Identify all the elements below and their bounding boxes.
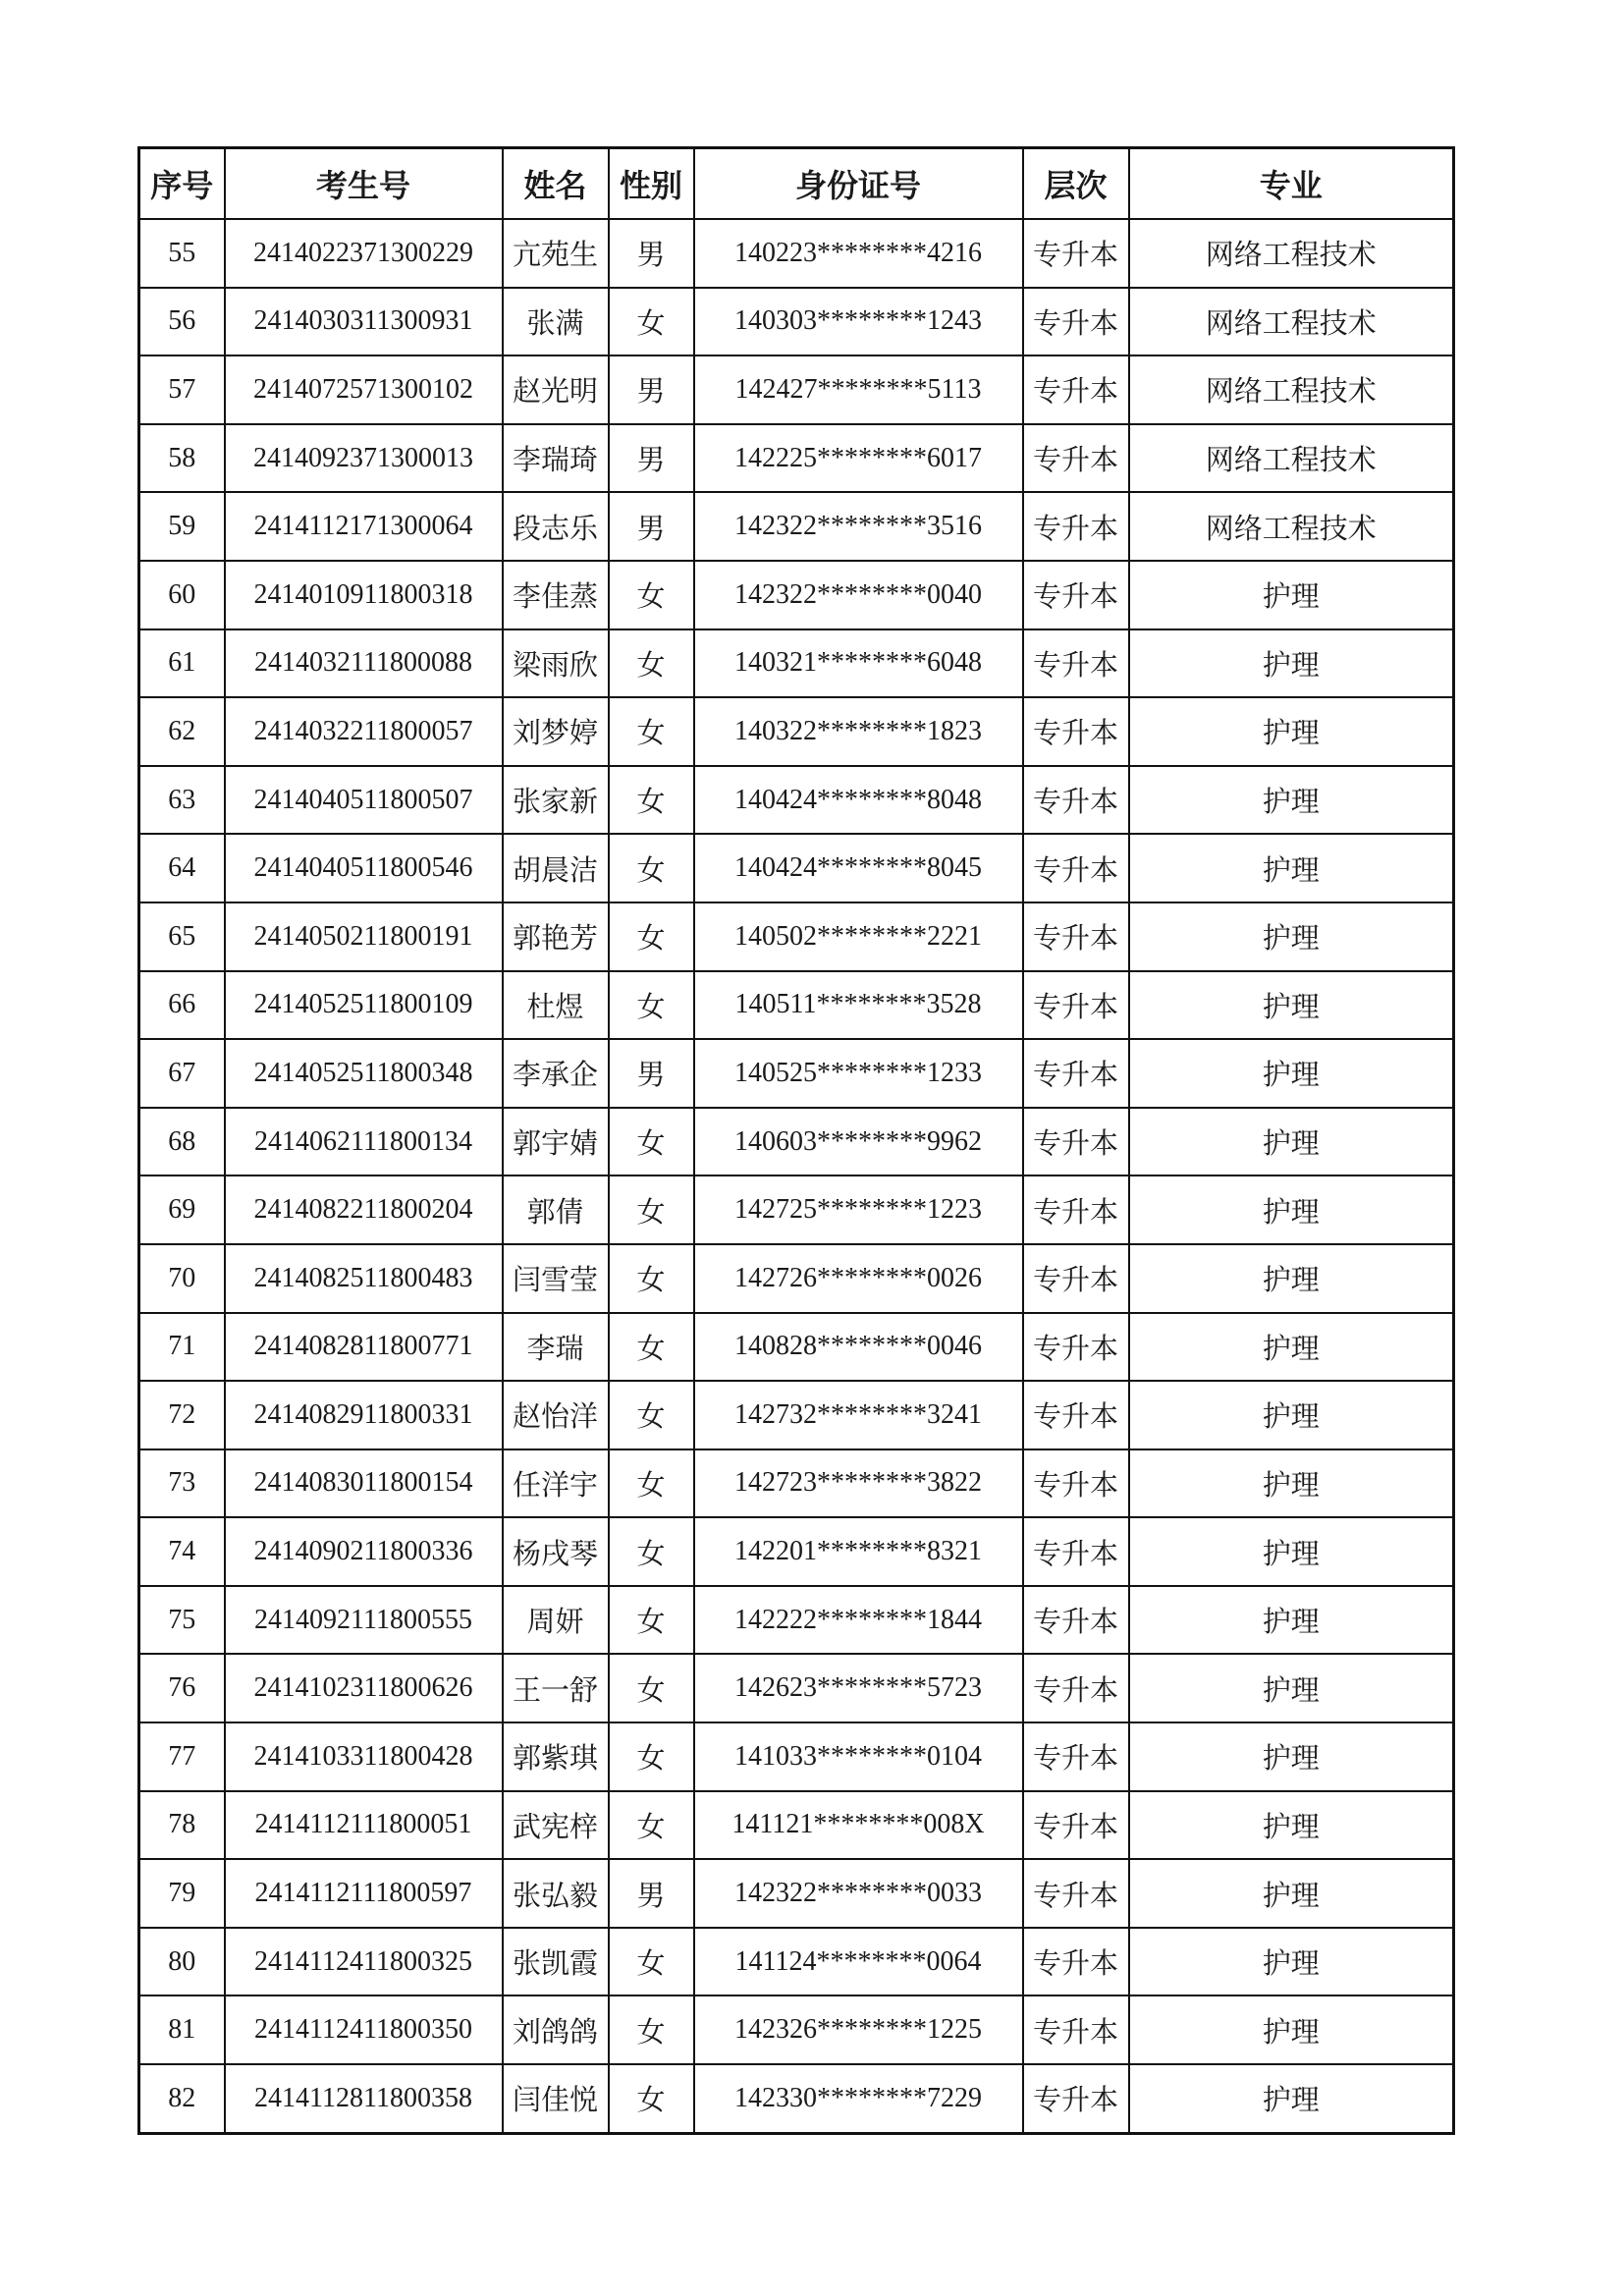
- cell-name: 梁雨欣: [503, 629, 609, 698]
- table-row: [139, 1517, 1454, 1586]
- cell-level: 专升本: [1023, 1381, 1129, 1449]
- cell-exam-number: 2414040511800507: [225, 766, 503, 835]
- cell-major: 网络工程技术: [1129, 492, 1454, 561]
- table-row: [139, 1381, 1454, 1449]
- cell-name: 赵光明: [503, 355, 609, 424]
- header-id-number: 身份证号: [694, 148, 1023, 220]
- cell-major: 护理: [1129, 561, 1454, 629]
- table-row: [139, 355, 1454, 424]
- cell-id-number: 142723********3822: [694, 1449, 1023, 1518]
- cell-exam-number: 2414032211800057: [225, 697, 503, 766]
- table-row: [139, 219, 1454, 288]
- cell-level: 专升本: [1023, 629, 1129, 698]
- cell-level: 专升本: [1023, 1175, 1129, 1244]
- table-row: [139, 1928, 1454, 1996]
- cell-exam-number: 2414112411800325: [225, 1928, 503, 1996]
- cell-index: 75: [139, 1586, 225, 1655]
- cell-level: 专升本: [1023, 1928, 1129, 1996]
- cell-level: 专升本: [1023, 697, 1129, 766]
- cell-level: 专升本: [1023, 219, 1129, 288]
- cell-id-number: 140502********2221: [694, 902, 1023, 971]
- cell-index: 76: [139, 1654, 225, 1722]
- cell-exam-number: 2414092371300013: [225, 424, 503, 493]
- cell-id-number: 141033********0104: [694, 1722, 1023, 1791]
- table-row: [139, 1722, 1454, 1791]
- cell-id-number: 142427********5113: [694, 355, 1023, 424]
- cell-exam-number: 2414082511800483: [225, 1244, 503, 1313]
- cell-exam-number: 2414022371300229: [225, 219, 503, 288]
- cell-name: 李佳蒸: [503, 561, 609, 629]
- cell-index: 81: [139, 1995, 225, 2064]
- table-row: [139, 1859, 1454, 1928]
- table-row: [139, 1791, 1454, 1860]
- cell-id-number: 142725********1223: [694, 1175, 1023, 1244]
- cell-exam-number: 2414032111800088: [225, 629, 503, 698]
- cell-level: 专升本: [1023, 1722, 1129, 1791]
- table-row: [139, 492, 1454, 561]
- cell-name: 闫佳悦: [503, 2064, 609, 2133]
- cell-id-number: 142326********1225: [694, 1995, 1023, 2064]
- cell-index: 67: [139, 1039, 225, 1108]
- cell-level: 专升本: [1023, 288, 1129, 356]
- table-row: [139, 1244, 1454, 1313]
- cell-index: 58: [139, 424, 225, 493]
- cell-index: 69: [139, 1175, 225, 1244]
- cell-index: 55: [139, 219, 225, 288]
- cell-name: 郭紫琪: [503, 1722, 609, 1791]
- cell-index: 70: [139, 1244, 225, 1313]
- cell-index: 72: [139, 1381, 225, 1449]
- cell-gender: 女: [609, 971, 694, 1040]
- cell-exam-number: 2414112111800597: [225, 1859, 503, 1928]
- cell-exam-number: 2414090211800336: [225, 1517, 503, 1586]
- cell-major: 护理: [1129, 766, 1454, 835]
- cell-name: 郭倩: [503, 1175, 609, 1244]
- cell-id-number: 140322********1823: [694, 697, 1023, 766]
- cell-major: 护理: [1129, 1928, 1454, 1996]
- table-row: [139, 629, 1454, 698]
- table-row: [139, 971, 1454, 1040]
- cell-index: 57: [139, 355, 225, 424]
- cell-major: 网络工程技术: [1129, 288, 1454, 356]
- cell-level: 专升本: [1023, 1108, 1129, 1176]
- cell-name: 张凯霞: [503, 1928, 609, 1996]
- cell-gender: 女: [609, 561, 694, 629]
- cell-id-number: 141121********008X: [694, 1791, 1023, 1860]
- cell-id-number: 140223********4216: [694, 219, 1023, 288]
- cell-gender: 女: [609, 288, 694, 356]
- cell-name: 刘梦婷: [503, 697, 609, 766]
- cell-id-number: 140303********1243: [694, 288, 1023, 356]
- header-row: [139, 148, 1454, 220]
- cell-gender: 男: [609, 424, 694, 493]
- cell-exam-number: 2414050211800191: [225, 902, 503, 971]
- cell-gender: 女: [609, 697, 694, 766]
- cell-index: 63: [139, 766, 225, 835]
- cell-name: 刘鸽鸽: [503, 1995, 609, 2064]
- cell-gender: 女: [609, 1722, 694, 1791]
- table-row: [139, 1039, 1454, 1108]
- cell-gender: 女: [609, 1654, 694, 1722]
- table-row: [139, 561, 1454, 629]
- cell-major: 护理: [1129, 1859, 1454, 1928]
- cell-index: 78: [139, 1791, 225, 1860]
- cell-id-number: 142322********0040: [694, 561, 1023, 629]
- cell-gender: 女: [609, 1244, 694, 1313]
- cell-id-number: 142623********5723: [694, 1654, 1023, 1722]
- cell-name: 闫雪莹: [503, 1244, 609, 1313]
- cell-index: 66: [139, 971, 225, 1040]
- cell-exam-number: 2414030311300931: [225, 288, 503, 356]
- table-row: [139, 1313, 1454, 1382]
- cell-name: 李瑞: [503, 1313, 609, 1382]
- cell-name: 杨戌琴: [503, 1517, 609, 1586]
- cell-major: 护理: [1129, 902, 1454, 971]
- cell-major: 护理: [1129, 1108, 1454, 1176]
- cell-major: 网络工程技术: [1129, 219, 1454, 288]
- header-gender: 性别: [609, 148, 694, 220]
- cell-major: 护理: [1129, 697, 1454, 766]
- cell-gender: 女: [609, 1517, 694, 1586]
- cell-id-number: 140424********8048: [694, 766, 1023, 835]
- table-row: [139, 902, 1454, 971]
- cell-exam-number: 2414052511800109: [225, 971, 503, 1040]
- cell-major: 护理: [1129, 1517, 1454, 1586]
- cell-id-number: 140603********9962: [694, 1108, 1023, 1176]
- cell-major: 护理: [1129, 1722, 1454, 1791]
- cell-gender: 男: [609, 492, 694, 561]
- cell-level: 专升本: [1023, 2064, 1129, 2133]
- cell-name: 亢苑生: [503, 219, 609, 288]
- cell-name: 张家新: [503, 766, 609, 835]
- cell-exam-number: 2414062111800134: [225, 1108, 503, 1176]
- cell-index: 73: [139, 1449, 225, 1518]
- cell-gender: 男: [609, 355, 694, 424]
- cell-major: 护理: [1129, 1381, 1454, 1449]
- cell-level: 专升本: [1023, 1313, 1129, 1382]
- cell-index: 56: [139, 288, 225, 356]
- cell-gender: 女: [609, 834, 694, 902]
- cell-major: 护理: [1129, 629, 1454, 698]
- cell-level: 专升本: [1023, 834, 1129, 902]
- cell-level: 专升本: [1023, 355, 1129, 424]
- cell-major: 护理: [1129, 1791, 1454, 1860]
- cell-major: 护理: [1129, 1995, 1454, 2064]
- cell-name: 赵怡洋: [503, 1381, 609, 1449]
- cell-gender: 女: [609, 629, 694, 698]
- cell-name: 武宪梓: [503, 1791, 609, 1860]
- cell-name: 胡晨洁: [503, 834, 609, 902]
- cell-level: 专升本: [1023, 1586, 1129, 1655]
- cell-name: 张弘毅: [503, 1859, 609, 1928]
- cell-exam-number: 2414082211800204: [225, 1175, 503, 1244]
- cell-major: 护理: [1129, 1175, 1454, 1244]
- cell-level: 专升本: [1023, 561, 1129, 629]
- cell-gender: 女: [609, 1313, 694, 1382]
- cell-name: 李瑞琦: [503, 424, 609, 493]
- cell-exam-number: 2414112111800051: [225, 1791, 503, 1860]
- cell-index: 59: [139, 492, 225, 561]
- cell-index: 64: [139, 834, 225, 902]
- cell-name: 任洋宇: [503, 1449, 609, 1518]
- table-row: [139, 1175, 1454, 1244]
- table-body: [139, 219, 1454, 2133]
- cell-exam-number: 2414082811800771: [225, 1313, 503, 1382]
- cell-exam-number: 2414112411800350: [225, 1995, 503, 2064]
- cell-gender: 女: [609, 1928, 694, 1996]
- cell-id-number: 142726********0026: [694, 1244, 1023, 1313]
- table-row: [139, 1449, 1454, 1518]
- header-index: 序号: [139, 148, 225, 220]
- cell-exam-number: 2414112811800358: [225, 2064, 503, 2133]
- cell-gender: 男: [609, 219, 694, 288]
- cell-id-number: 142222********1844: [694, 1586, 1023, 1655]
- cell-gender: 女: [609, 1586, 694, 1655]
- cell-index: 77: [139, 1722, 225, 1791]
- cell-gender: 女: [609, 902, 694, 971]
- cell-gender: 男: [609, 1039, 694, 1108]
- cell-id-number: 141124********0064: [694, 1928, 1023, 1996]
- header-name: 姓名: [503, 148, 609, 220]
- cell-gender: 女: [609, 1175, 694, 1244]
- cell-major: 护理: [1129, 1039, 1454, 1108]
- cell-level: 专升本: [1023, 902, 1129, 971]
- cell-id-number: 142322********3516: [694, 492, 1023, 561]
- cell-id-number: 142322********0033: [694, 1859, 1023, 1928]
- header-major: 专业: [1129, 148, 1454, 220]
- cell-index: 82: [139, 2064, 225, 2133]
- cell-name: 郭艳芳: [503, 902, 609, 971]
- cell-level: 专升本: [1023, 1244, 1129, 1313]
- cell-index: 80: [139, 1928, 225, 1996]
- cell-id-number: 140321********6048: [694, 629, 1023, 698]
- cell-major: 护理: [1129, 1313, 1454, 1382]
- cell-gender: 男: [609, 1859, 694, 1928]
- cell-id-number: 142201********8321: [694, 1517, 1023, 1586]
- cell-major: 护理: [1129, 1654, 1454, 1722]
- table-row: [139, 697, 1454, 766]
- cell-name: 王一舒: [503, 1654, 609, 1722]
- table-row: [139, 288, 1454, 356]
- table-header: [139, 148, 1454, 220]
- cell-level: 专升本: [1023, 1859, 1129, 1928]
- cell-exam-number: 2414082911800331: [225, 1381, 503, 1449]
- cell-id-number: 140828********0046: [694, 1313, 1023, 1382]
- cell-gender: 女: [609, 1381, 694, 1449]
- cell-id-number: 142330********7229: [694, 2064, 1023, 2133]
- cell-id-number: 140511********3528: [694, 971, 1023, 1040]
- cell-exam-number: 2414112171300064: [225, 492, 503, 561]
- cell-exam-number: 2414102311800626: [225, 1654, 503, 1722]
- cell-exam-number: 2414103311800428: [225, 1722, 503, 1791]
- cell-name: 周妍: [503, 1586, 609, 1655]
- table-row: [139, 424, 1454, 493]
- header-exam-number: 考生号: [225, 148, 503, 220]
- cell-level: 专升本: [1023, 492, 1129, 561]
- table-row: [139, 1654, 1454, 1722]
- cell-index: 79: [139, 1859, 225, 1928]
- table-row: [139, 1995, 1454, 2064]
- cell-name: 李承企: [503, 1039, 609, 1108]
- header-level: 层次: [1023, 148, 1129, 220]
- cell-exam-number: 2414052511800348: [225, 1039, 503, 1108]
- cell-id-number: 140424********8045: [694, 834, 1023, 902]
- cell-gender: 女: [609, 1995, 694, 2064]
- table-row: [139, 766, 1454, 835]
- cell-level: 专升本: [1023, 1791, 1129, 1860]
- cell-major: 网络工程技术: [1129, 424, 1454, 493]
- cell-gender: 女: [609, 1791, 694, 1860]
- cell-major: 护理: [1129, 1449, 1454, 1518]
- cell-level: 专升本: [1023, 766, 1129, 835]
- cell-index: 71: [139, 1313, 225, 1382]
- cell-exam-number: 2414072571300102: [225, 355, 503, 424]
- cell-level: 专升本: [1023, 1995, 1129, 2064]
- cell-major: 护理: [1129, 2064, 1454, 2133]
- cell-name: 张满: [503, 288, 609, 356]
- admission-roster-table: [137, 146, 1455, 2135]
- cell-major: 护理: [1129, 1244, 1454, 1313]
- cell-exam-number: 2414010911800318: [225, 561, 503, 629]
- cell-level: 专升本: [1023, 424, 1129, 493]
- cell-gender: 女: [609, 1108, 694, 1176]
- cell-major: 网络工程技术: [1129, 355, 1454, 424]
- cell-exam-number: 2414040511800546: [225, 834, 503, 902]
- cell-name: 杜煜: [503, 971, 609, 1040]
- cell-index: 60: [139, 561, 225, 629]
- table-row: [139, 1108, 1454, 1176]
- cell-gender: 女: [609, 2064, 694, 2133]
- cell-exam-number: 2414083011800154: [225, 1449, 503, 1518]
- cell-index: 65: [139, 902, 225, 971]
- cell-id-number: 140525********1233: [694, 1039, 1023, 1108]
- cell-major: 护理: [1129, 834, 1454, 902]
- cell-level: 专升本: [1023, 1517, 1129, 1586]
- table-row: [139, 1586, 1454, 1655]
- cell-level: 专升本: [1023, 1449, 1129, 1518]
- table-row: [139, 834, 1454, 902]
- cell-index: 62: [139, 697, 225, 766]
- cell-index: 61: [139, 629, 225, 698]
- table-row: [139, 2064, 1454, 2133]
- cell-id-number: 142732********3241: [694, 1381, 1023, 1449]
- cell-level: 专升本: [1023, 971, 1129, 1040]
- cell-index: 68: [139, 1108, 225, 1176]
- cell-level: 专升本: [1023, 1039, 1129, 1108]
- cell-id-number: 142225********6017: [694, 424, 1023, 493]
- cell-level: 专升本: [1023, 1654, 1129, 1722]
- cell-exam-number: 2414092111800555: [225, 1586, 503, 1655]
- cell-major: 护理: [1129, 971, 1454, 1040]
- cell-gender: 女: [609, 766, 694, 835]
- cell-major: 护理: [1129, 1586, 1454, 1655]
- cell-gender: 女: [609, 1449, 694, 1518]
- cell-name: 郭宇婧: [503, 1108, 609, 1176]
- cell-name: 段志乐: [503, 492, 609, 561]
- cell-index: 74: [139, 1517, 225, 1586]
